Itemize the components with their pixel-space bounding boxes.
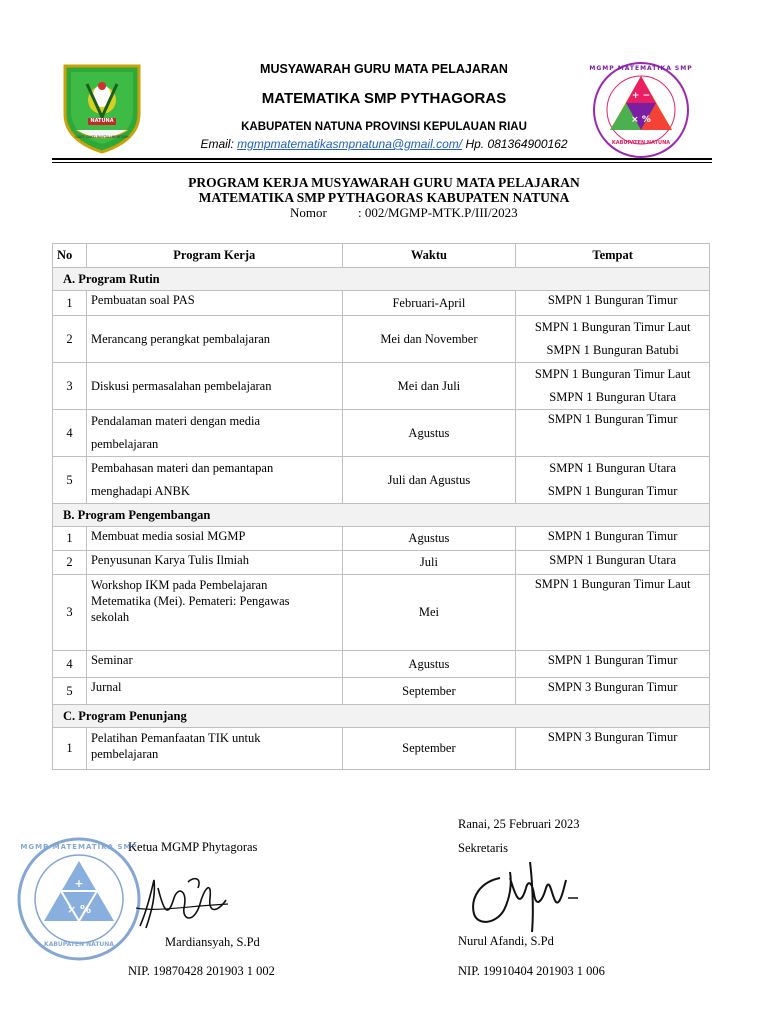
tempat-line: SMPN 1 Bunguran Utara bbox=[549, 390, 676, 404]
left-logo-text: NATUNA bbox=[90, 118, 114, 124]
program-line: Metematika (Mei). Pemateri: Pengawas bbox=[90, 594, 290, 608]
header-tempat: Tempat bbox=[516, 244, 710, 268]
svg-text:× %: × % bbox=[631, 115, 651, 125]
section-row-penunjang bbox=[53, 705, 710, 728]
tempat-line: SMPN 1 Bunguran Timur Laut bbox=[534, 320, 691, 334]
row-no: 2 bbox=[53, 316, 87, 363]
header-no: No bbox=[53, 244, 87, 268]
tempat-line: SMPN 1 Bunguran Timur Laut bbox=[534, 367, 691, 381]
right-signer-nip: NIP. 19910404 201903 1 006 bbox=[458, 964, 605, 978]
place-date: Ranai, 25 Februari 2023 bbox=[458, 817, 580, 831]
table-row bbox=[53, 678, 710, 705]
row-program bbox=[86, 457, 342, 504]
row-tempat: SMPN 3 Bunguran Timur bbox=[516, 728, 710, 770]
document-title-line1: PROGRAM KERJA MUSYAWARAH GURU MATA PELAJARAN bbox=[188, 175, 580, 190]
program-line: pembelajaran bbox=[90, 437, 159, 451]
row-tempat: SMPN 1 Bunguran Utara bbox=[516, 551, 710, 575]
phone-number: Hp. 081364900162 bbox=[465, 137, 568, 151]
section-row-pengembangan bbox=[53, 504, 710, 527]
row-no: 5 bbox=[53, 457, 87, 504]
tempat-line: SMPN 1 Bunguran Batubi bbox=[546, 343, 679, 357]
table-row bbox=[53, 551, 710, 575]
svg-text:× %: × % bbox=[66, 903, 92, 916]
row-program: Membuat media sosial MGMP bbox=[86, 527, 342, 551]
row-tempat bbox=[516, 363, 710, 410]
row-waktu: Agustus bbox=[342, 651, 516, 678]
row-tempat: SMPN 1 Bunguran Timur bbox=[516, 651, 710, 678]
section-label: C. Program Penunjang bbox=[53, 705, 710, 728]
left-signature-icon bbox=[128, 868, 238, 938]
program-line: Pembahasan materi dan pemantapan bbox=[90, 461, 274, 475]
section-row-rutin bbox=[53, 268, 710, 291]
document-title-line2: MATEMATIKA SMP PYTHAGORAS KABUPATEN NATUNA bbox=[198, 190, 570, 205]
row-tempat: SMPN 3 Bunguran Timur bbox=[516, 678, 710, 705]
tempat-line: SMPN 1 Bunguran Timur bbox=[547, 484, 678, 498]
row-waktu: Agustus bbox=[342, 410, 516, 457]
right-signature-icon bbox=[460, 858, 590, 938]
row-program: Jurnal bbox=[86, 678, 342, 705]
row-waktu: September bbox=[342, 678, 516, 705]
row-tempat: SMPN 1 Bunguran Timur Laut bbox=[516, 575, 710, 651]
row-waktu: Juli dan Agustus bbox=[342, 457, 516, 504]
left-signer-name: Mardiansyah, S.Pd bbox=[165, 935, 260, 949]
row-no: 1 bbox=[53, 527, 87, 551]
table-row bbox=[53, 728, 710, 770]
row-waktu: Agustus bbox=[342, 527, 516, 551]
svg-text:+: + bbox=[74, 877, 84, 890]
mgmp-stamp bbox=[14, 835, 144, 963]
program-line: pembelajaran bbox=[90, 747, 159, 761]
row-program: Merancang perangkat pembalajaran bbox=[86, 316, 342, 363]
row-no: 1 bbox=[53, 728, 87, 770]
email-link[interactable]: mgmpmatematikasmpnatuna@gmail.com/ bbox=[237, 137, 463, 151]
table-row bbox=[53, 651, 710, 678]
row-waktu: Mei bbox=[342, 575, 516, 651]
header-region: KABUPATEN NATUNA PROVINSI KEPULAUAN RIAU bbox=[241, 121, 527, 133]
program-table bbox=[52, 243, 710, 770]
row-program: Diskusi permasalahan pembelajaran bbox=[86, 363, 342, 410]
row-tempat: SMPN 1 Bunguran Timur bbox=[516, 291, 710, 316]
row-no: 2 bbox=[53, 551, 87, 575]
header-organization: MUSYAWARAH GURU MATA PELAJARAN bbox=[260, 62, 508, 76]
row-waktu: Februari-April bbox=[342, 291, 516, 316]
row-waktu: Mei dan November bbox=[342, 316, 516, 363]
header-divider-thin bbox=[52, 162, 712, 163]
header-subject: MATEMATIKA SMP PYTHAGORAS bbox=[261, 90, 507, 107]
program-line: Pendalaman materi dengan media bbox=[90, 414, 260, 428]
row-program bbox=[86, 575, 342, 651]
row-no: 1 bbox=[53, 291, 87, 316]
right-logo-sub: KABUPATEN NATUNA bbox=[611, 140, 671, 146]
document-number bbox=[290, 205, 518, 221]
row-tempat bbox=[516, 457, 710, 504]
table-row bbox=[53, 527, 710, 551]
document-number-label: Nomor bbox=[290, 205, 327, 220]
stamp-sub: KABUPATEN NATUNA bbox=[44, 941, 114, 948]
left-signer-title: Ketua MGMP Phytagoras bbox=[128, 840, 258, 854]
program-line: menghadapi ANBK bbox=[90, 484, 190, 498]
table-row bbox=[53, 575, 710, 651]
tempat-line: SMPN 1 Bunguran Utara bbox=[549, 461, 676, 475]
row-program: Seminar bbox=[86, 651, 342, 678]
header-divider-thick bbox=[52, 158, 712, 160]
table-header-row bbox=[53, 244, 710, 268]
svg-text:+ −: + − bbox=[631, 91, 651, 101]
row-no: 3 bbox=[53, 363, 87, 410]
program-line: Workshop IKM pada Pembelajaran bbox=[90, 578, 268, 592]
row-tempat bbox=[516, 316, 710, 363]
stamp-text: MGMP MATEMATIKA SMP bbox=[20, 843, 138, 851]
right-signer-name: Nurul Afandi, S.Pd bbox=[458, 934, 554, 948]
header-waktu: Waktu bbox=[342, 244, 516, 268]
table-row bbox=[53, 316, 710, 363]
section-label: B. Program Pengembangan bbox=[53, 504, 710, 527]
row-program bbox=[86, 728, 342, 770]
row-tempat: SMPN 1 Bunguran Timur bbox=[516, 527, 710, 551]
row-program: Penyusunan Karya Tulis Ilmiah bbox=[86, 551, 342, 575]
row-tempat: SMPN 1 Bunguran Timur bbox=[516, 410, 710, 457]
left-signer-nip: NIP. 19870428 201903 1 002 bbox=[128, 964, 275, 978]
header-program: Program Kerja bbox=[86, 244, 342, 268]
row-no: 3 bbox=[53, 575, 87, 651]
program-line: Pelatihan Pemanfaatan TIK untuk bbox=[90, 731, 261, 745]
section-label: A. Program Rutin bbox=[53, 268, 710, 291]
program-line: sekolah bbox=[90, 610, 130, 624]
document-number-value: : 002/MGMP-MTK.P/III/2023 bbox=[358, 205, 518, 220]
row-waktu: September bbox=[342, 728, 516, 770]
right-logo-text: MGMP MATEMATIKA SMP bbox=[589, 65, 693, 72]
row-program: Pembuatan soal PAS bbox=[86, 291, 342, 316]
table-row bbox=[53, 410, 710, 457]
right-signer-title: Sekretaris bbox=[458, 841, 508, 855]
row-no: 4 bbox=[53, 410, 87, 457]
row-waktu: Mei dan Juli bbox=[342, 363, 516, 410]
table-row bbox=[53, 291, 710, 316]
left-logo-motto: LAUT SAKTI RANTAU BERTUAH bbox=[75, 135, 129, 139]
table-row bbox=[53, 363, 710, 410]
row-program bbox=[86, 410, 342, 457]
row-no: 4 bbox=[53, 651, 87, 678]
table-row bbox=[53, 457, 710, 504]
email-label: Email: bbox=[200, 137, 234, 151]
row-waktu: Juli bbox=[342, 551, 516, 575]
header-contact bbox=[0, 137, 768, 151]
row-no: 5 bbox=[53, 678, 87, 705]
